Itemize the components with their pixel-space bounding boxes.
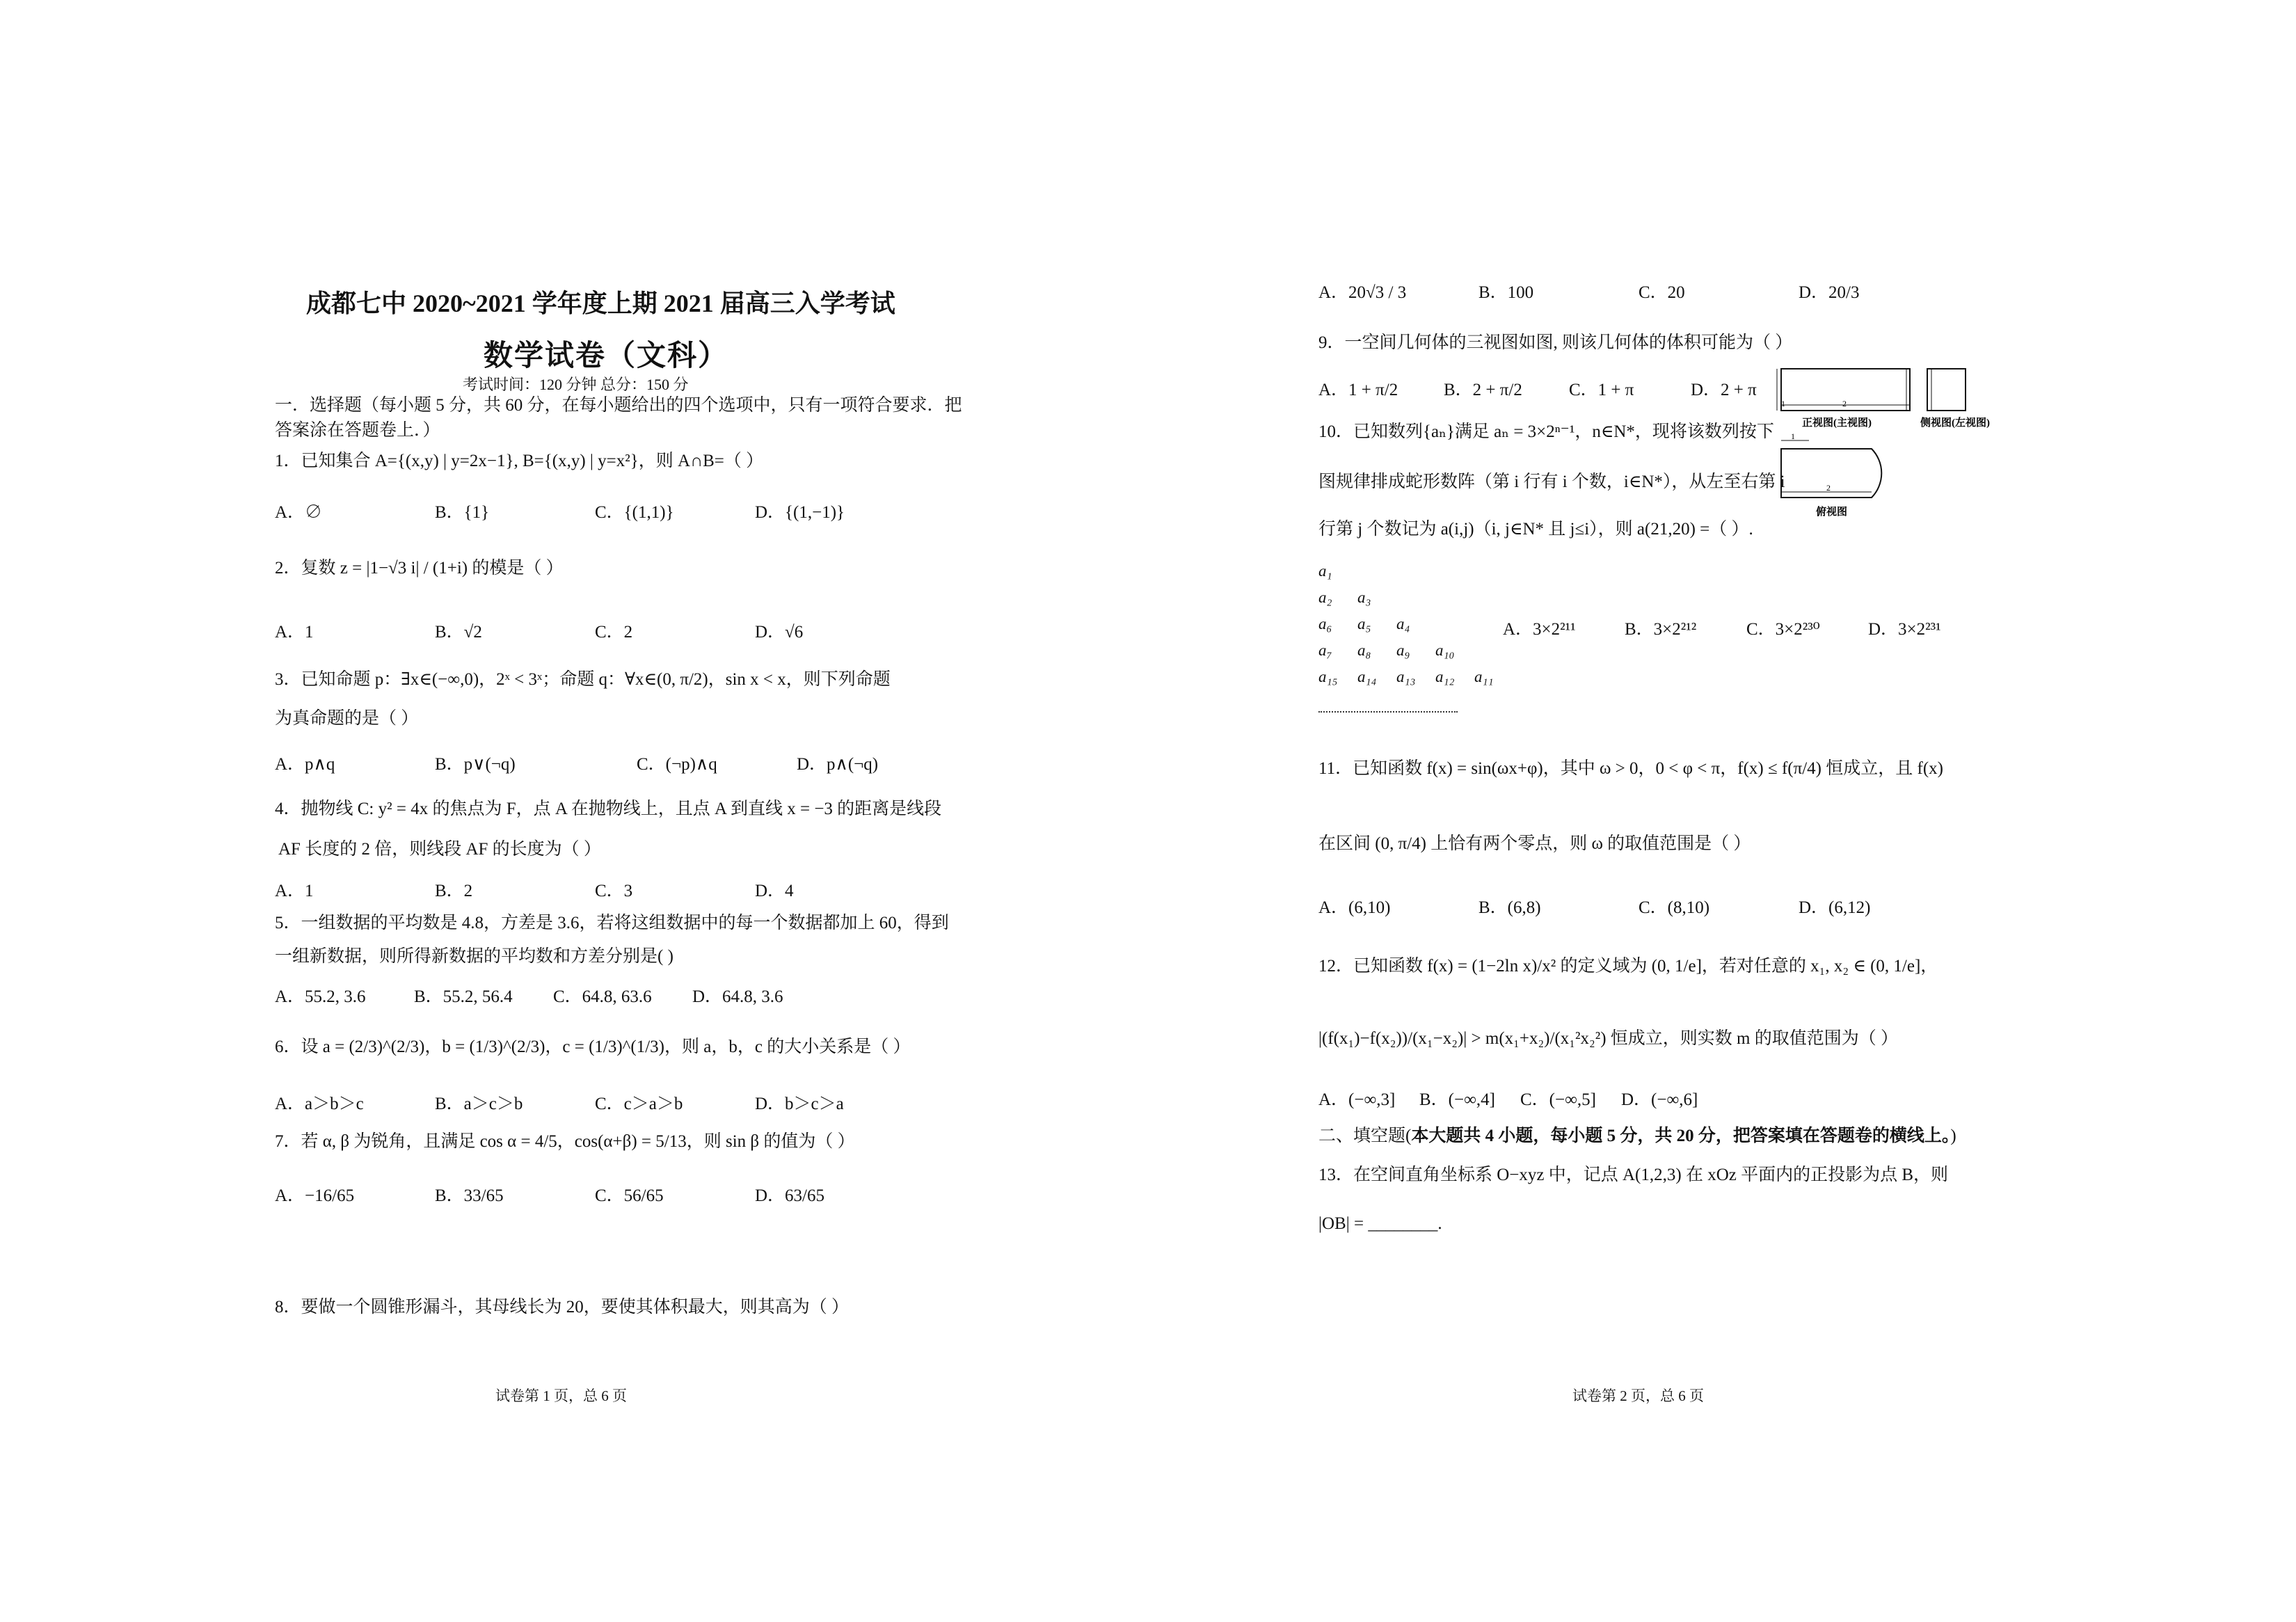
sequence-row-1	[1318, 558, 1513, 585]
sequence-array	[1318, 558, 1513, 690]
exam-subtitle: 数学试卷（文科）	[484, 340, 729, 372]
sequence-row-3	[1318, 611, 1513, 637]
question-4-line1: 4．抛物线 C: y² = 4x 的焦点为 F，点 A 在抛物线上，且点 A 到直线 x = −3 的距离是线段	[275, 800, 942, 818]
sequence-term: a₄	[1396, 615, 1410, 633]
question-13-line1: 13．在空间直角坐标系 O−xyz 中，记点 A(1,2,3) 在 xOz 平面内的正投影为点 B，则	[1318, 1166, 1949, 1184]
option-c: C．1 + π	[1569, 381, 1634, 399]
top-view-dim-2: 2	[1826, 483, 1831, 493]
option-a: A．∅	[275, 503, 323, 522]
option-b: B．p∨(¬q)	[435, 755, 516, 774]
side-view-drawing	[1927, 369, 1966, 411]
option-d: D．(−∞,6]	[1621, 1090, 1698, 1109]
sequence-term: a₂	[1318, 589, 1332, 606]
option-c: C．64.8, 63.6	[553, 987, 652, 1006]
question-6: 6．设 a = (2/3)^(2/3)，b = (1/3)^(2/3)，c = (1/3)^(1/3)，则 a，b，c 的大小关系是（ ）	[275, 1037, 911, 1056]
sequence-term: a₁₅	[1318, 668, 1338, 685]
question-11-options	[1318, 893, 1959, 919]
question-11-line1: 11．已知函数 f(x) = sin(ωx+φ)，其中 ω > 0，0 < φ < π，f(x) ≤ f(π/4) 恒成立，且 f(x)	[1318, 759, 1943, 778]
question-5-line1: 5．一组数据的平均数是 4.8，方差是 3.6，若将这组数据中的每一个数据都加上 60，得到	[275, 914, 949, 932]
sequence-term: a₇	[1318, 642, 1332, 659]
front-view-label: 正视图(主视图)	[1802, 418, 1872, 429]
question-8: 8．要做一个圆锥形漏斗，其母线长为 20，要使其体积最大，则其高为（ ）	[275, 1298, 850, 1317]
option-a: A．p∧q	[275, 755, 335, 774]
option-b: B．2	[435, 882, 473, 900]
option-a: A．1	[275, 882, 314, 900]
option-c: C．c＞a＞b	[595, 1095, 683, 1113]
option-a: A．1 + π/2	[1318, 381, 1398, 399]
option-d: D．2 + π	[1691, 381, 1757, 399]
section2-instructions: 本大题共 4 小题，每小题 5 分，共 20 分，把答案填在答题卷的横线上。	[1411, 1127, 1951, 1145]
page-footer: 试卷第 2 页，总 6 页	[1572, 1388, 1704, 1404]
top-view-dim-1: 1	[1791, 431, 1795, 441]
option-b: B．3×2²¹²	[1625, 620, 1697, 639]
section1-instructions-line2: 答案涂在答题卷上．）	[275, 421, 440, 440]
sequence-term: a₁₄	[1357, 668, 1377, 685]
option-a: A．55.2, 3.6	[275, 987, 366, 1006]
option-c: C．3	[595, 882, 633, 900]
option-d: D．{(1,−1)}	[755, 503, 845, 522]
sequence-row-2	[1318, 585, 1513, 611]
question-2-options	[275, 618, 915, 643]
page-footer: 试卷第 1 页，总 6 页	[495, 1388, 627, 1404]
option-b: B．33/65	[435, 1186, 504, 1205]
option-d: D．b＞c＞a	[755, 1095, 844, 1113]
option-d: D．4	[755, 882, 794, 900]
question-13-line2: |OB| = ________.	[1318, 1214, 1442, 1233]
option-c: C．(¬p)∧q	[637, 755, 717, 774]
question-3-line2: 为真命题的是（ ）	[275, 709, 419, 728]
option-b: B．√2	[435, 623, 482, 642]
question-4-options	[275, 877, 915, 902]
sequence-row-5	[1318, 664, 1513, 690]
option-c: C．{(1,1)}	[595, 503, 674, 522]
three-view-figure	[1774, 362, 1997, 529]
question-3-line1: 3．已知命题 p：∃x∈(−∞,0)，2ˣ < 3ˣ；命题 q：∀x∈(0, π/2)，sin x < x，则下列命题	[275, 670, 891, 689]
option-c: C．(8,10)	[1639, 898, 1710, 917]
section1-instructions-line1: 一．选择题（每小题 5 分，共 60 分，在每小题给出的四个选项中，只有一项符合要求．把	[275, 396, 962, 415]
option-c: C．2	[595, 623, 633, 642]
option-a: A．1	[275, 623, 314, 642]
question-6-options	[275, 1090, 915, 1115]
sequence-term: a₁₁	[1474, 668, 1494, 685]
question-1: 1．已知集合 A={(x,y) | y=2x−1}, B={(x,y) | y=x²}，则 A∩B=（ ）	[275, 452, 764, 470]
sequence-term: a₁₂	[1435, 668, 1455, 685]
option-a: A．−16/65	[275, 1186, 355, 1205]
sequence-row-4	[1318, 637, 1513, 664]
question-8-options	[1318, 278, 1959, 303]
question-12-options	[1318, 1086, 1722, 1111]
question-10-line3: 行第 j 个数记为 a(i,j)（i, j∈N* 且 j≤i），则 a(21,20) =（ ）.	[1318, 520, 1753, 539]
question-11-line2: 在区间 (0, π/4) 上恰有两个零点，则 ω 的取值范围是（ ）	[1318, 834, 1751, 853]
sequence-term: a₆	[1318, 615, 1332, 633]
option-b: B．2 + π/2	[1444, 381, 1522, 399]
question-12-line1: 12．已知函数 f(x) = (1−2ln x)/x² 的定义域为 (0, 1/e]，若对任意的 x₁, x₂ ∈ (0, 1/e]，	[1318, 957, 1938, 976]
option-c: C．56/65	[595, 1186, 664, 1205]
top-view-label: 俯视图	[1816, 507, 1848, 518]
question-3-options	[275, 750, 957, 775]
option-d: D．63/65	[755, 1186, 825, 1205]
question-2: 2．复数 z = |1−√3 i| / (1+i) 的模是（ ）	[275, 559, 564, 578]
side-view-label: 侧视图(左视图)	[1920, 418, 1990, 429]
exam-info: 考试时间：120 分钟 总分：150 分	[463, 376, 689, 393]
option-c: C．(−∞,5]	[1520, 1090, 1596, 1109]
sequence-term: a₁₀	[1435, 642, 1455, 659]
exam-page-2	[1148, 0, 2296, 1622]
option-c: C．20	[1639, 283, 1685, 302]
question-4-line2: AF 长度的 2 倍，则线段 AF 的长度为（ ）	[278, 840, 601, 859]
option-d: D．p∧(¬q)	[797, 755, 879, 774]
option-d: D．64.8, 3.6	[692, 987, 783, 1006]
sequence-term: a₈	[1357, 642, 1371, 659]
option-a: A．(6,10)	[1318, 898, 1391, 917]
question-5-line2: 一组新数据，则所得新数据的平均数和方差分别是( )	[275, 947, 673, 966]
option-b: B．{1}	[435, 503, 490, 522]
question-9-options	[1318, 376, 1795, 401]
option-d: D．√6	[755, 623, 804, 642]
sequence-continuation-dots	[1318, 711, 1458, 713]
top-view-drawing	[1781, 440, 1881, 498]
option-c: C．3×2²³⁰	[1746, 620, 1820, 639]
question-5-options	[275, 983, 831, 1008]
question-10-options	[1503, 615, 1990, 640]
option-a: A．3×2²¹¹	[1503, 620, 1576, 639]
sequence-term: a₁₃	[1396, 668, 1416, 685]
question-1-options	[275, 498, 915, 523]
section2-prefix: 二、填空题(	[1318, 1127, 1412, 1145]
section2-heading	[1318, 1124, 1956, 1148]
option-a: A．20√3 / 3	[1318, 283, 1407, 302]
option-b: B．a＞c＞b	[435, 1095, 523, 1113]
exam-title: 成都七中 2020~2021 学年度上期 2021 届高三入学考试	[306, 289, 895, 317]
option-a: A．(−∞,3]	[1318, 1090, 1396, 1109]
option-b: B．55.2, 56.4	[414, 987, 513, 1006]
front-view-dim-1: 1	[1781, 399, 1785, 408]
option-a: A．a＞b＞c	[275, 1095, 364, 1113]
front-view-dim-2: 2	[1842, 399, 1847, 408]
option-b: B．100	[1478, 283, 1534, 302]
option-d: D．20/3	[1799, 283, 1860, 302]
question-12-line2: |(f(x₁)−f(x₂))/(x₁−x₂)| > m(x₁+x₂)/(x₁²x₂²) 恒成立，则实数 m 的取值范围为（ ）	[1318, 1029, 1898, 1048]
sequence-term: a₁	[1318, 562, 1332, 580]
question-10-line2: 图规律排成蛇形数阵（第 i 行有 i 个数，i∈N*），从左至右第 i	[1318, 472, 1785, 491]
question-7: 7．若 α, β 为锐角，且满足 cos α = 4/5，cos(α+β) = 5/13，则 sin β 的值为（ ）	[275, 1132, 855, 1151]
sequence-term: a₃	[1357, 589, 1371, 606]
question-9: 9．一空间几何体的三视图如图, 则该几何体的体积可能为（ ）	[1318, 333, 1793, 352]
section2-suffix: )	[1950, 1127, 1956, 1145]
sequence-term: a₅	[1357, 615, 1371, 633]
option-b: B．(6,8)	[1478, 898, 1541, 917]
option-d: D．3×2²³¹	[1868, 620, 1941, 639]
option-b: B．(−∞,4]	[1419, 1090, 1495, 1109]
question-7-options	[275, 1182, 915, 1207]
option-d: D．(6,12)	[1799, 898, 1871, 917]
sequence-term: a₉	[1396, 642, 1410, 659]
question-10-line1: 10．已知数列{aₙ}满足 aₙ = 3×2ⁿ⁻¹，n∈N*，现将该数列按下	[1318, 422, 1774, 441]
